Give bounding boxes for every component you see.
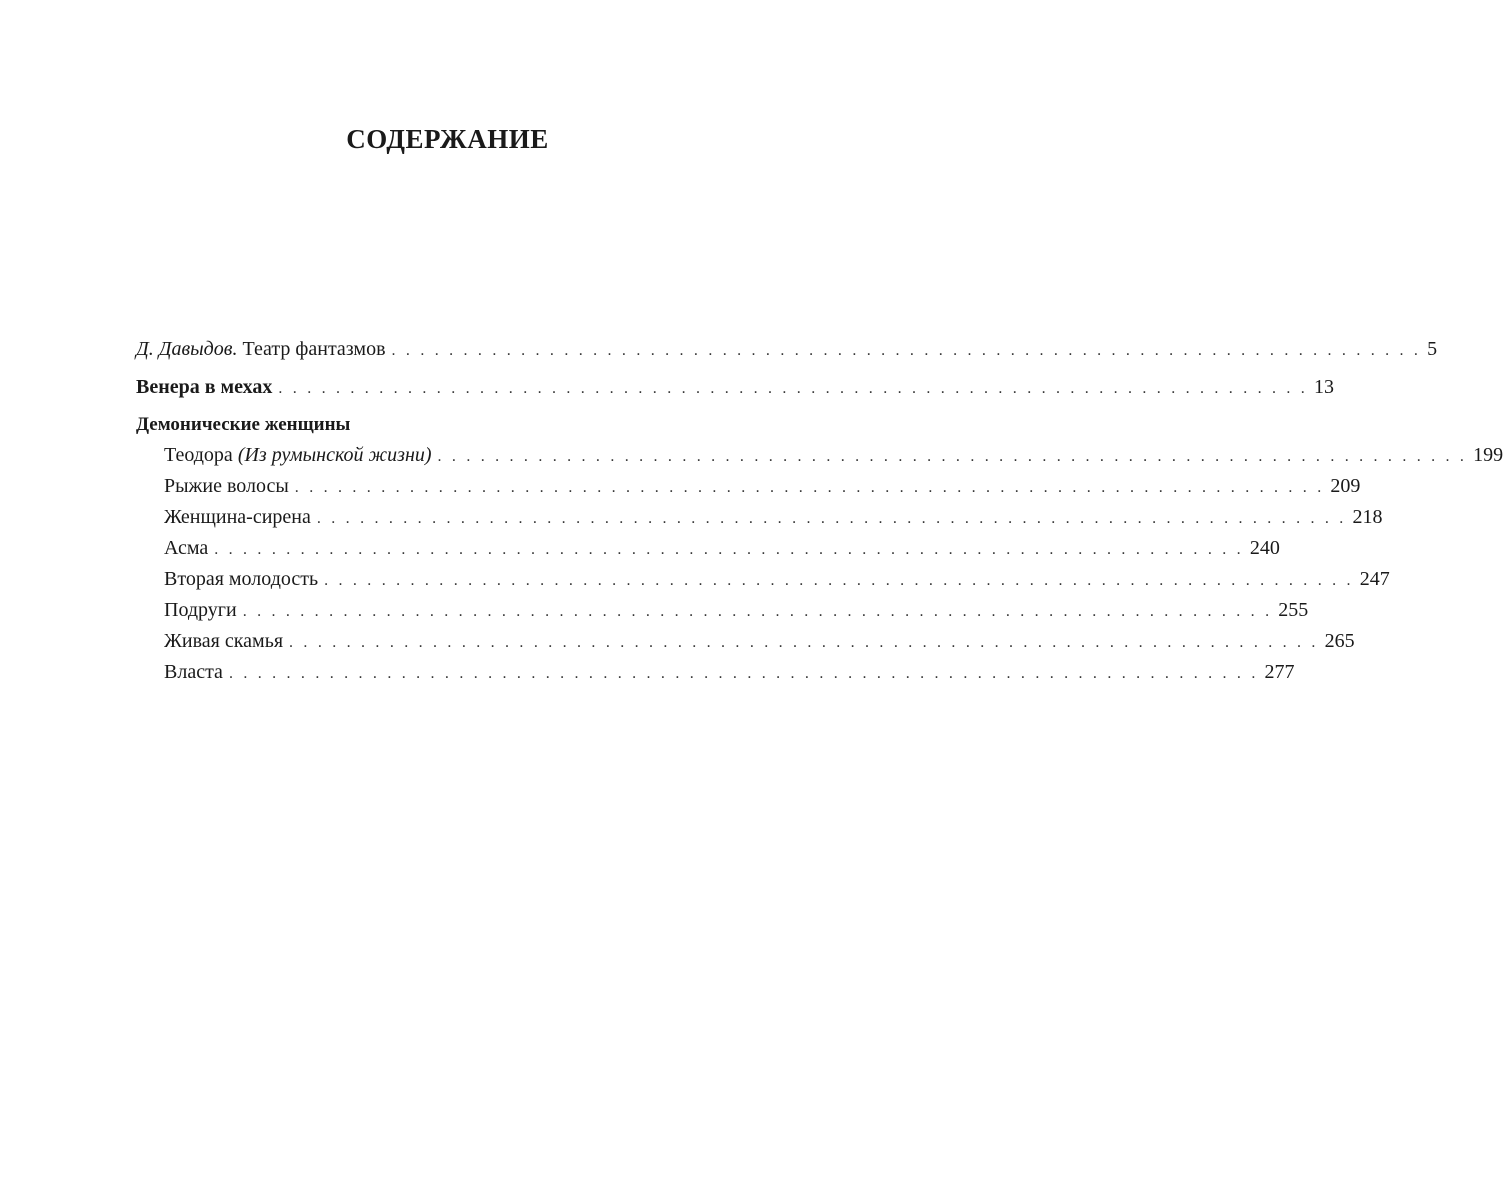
toc-item[interactable] bbox=[136, 471, 1361, 502]
toc-item-title: Теодора bbox=[164, 444, 233, 466]
toc-item[interactable] bbox=[136, 502, 1383, 533]
dot-leader: . . . . . . . . . . . . . . . . . . . . . . . . . . . . . . . . . . . . . . . . . . . . . . . . . . . . . . . . . . . . . . . . . . . . . . . . bbox=[294, 479, 1325, 496]
toc-item-page: 277 bbox=[1264, 661, 1295, 683]
toc-item[interactable] bbox=[136, 533, 1280, 564]
dot-leader: . . . . . . . . . . . . . . . . . . . . . . . . . . . . . . . . . . . . . . . . . . . . . . . . . . . . . . . . . . . . . . . . . . . . . . . . bbox=[437, 448, 1468, 465]
toc-entry-intro[interactable] bbox=[136, 334, 1438, 365]
toc-entry-page: 13 bbox=[1314, 376, 1334, 398]
dot-leader: . . . . . . . . . . . . . . . . . . . . . . . . . . . . . . . . . . . . . . . . . . . . . . . . . . . . . . . . . . . . . . . . . . . . . . . . bbox=[214, 541, 1244, 558]
toc-entry-author: Д. Давыдов. bbox=[136, 338, 238, 360]
toc-entry-title: Театр фантазмов bbox=[242, 338, 386, 360]
toc-item[interactable] bbox=[136, 440, 1503, 471]
dot-leader: . . . . . . . . . . . . . . . . . . . . . . . . . . . . . . . . . . . . . . . . . . . . . . . . . . . . . . . . . . . . . . . . . . . . . . . . bbox=[316, 510, 1347, 527]
toc-item[interactable] bbox=[136, 595, 1309, 626]
toc-item-page: 218 bbox=[1352, 506, 1383, 528]
toc-item-page: 255 bbox=[1278, 599, 1309, 621]
table-of-contents bbox=[136, 334, 1503, 688]
dot-leader: . . . . . . . . . . . . . . . . . . . . . . . . . . . . . . . . . . . . . . . . . . . . . . . . . . . . . . . . . . . . . . . . . . . . . . . . bbox=[278, 380, 1308, 397]
dot-leader: . . . . . . . . . . . . . . . . . . . . . . . . . . . . . . . . . . . . . . . . . . . . . . . . . . . . . . . . . . . . . . . . . . . . . . . . bbox=[242, 603, 1273, 620]
toc-item-title: Подруги bbox=[164, 599, 237, 621]
toc-item-title: Асма bbox=[164, 537, 209, 559]
section-heading: Демонические женщины bbox=[136, 414, 351, 435]
toc-item-title: Власта bbox=[164, 661, 223, 683]
toc-item-page: 199 bbox=[1473, 444, 1503, 466]
toc-item-page: 247 bbox=[1359, 568, 1390, 590]
toc-item[interactable] bbox=[136, 564, 1390, 595]
toc-item[interactable] bbox=[136, 626, 1355, 657]
toc-entry-venus[interactable] bbox=[136, 372, 1334, 403]
toc-item-page: 209 bbox=[1330, 475, 1361, 497]
dot-leader: . . . . . . . . . . . . . . . . . . . . . . . . . . . . . . . . . . . . . . . . . . . . . . . . . . . . . . . . . . . . . . . . . . . . . . . . bbox=[228, 665, 1259, 682]
toc-item-page: 265 bbox=[1324, 630, 1355, 652]
dot-leader: . . . . . . . . . . . . . . . . . . . . . . . . . . . . . . . . . . . . . . . . . . . . . . . . . . . . . . . . . . . . . . . . . . . . . . . . bbox=[391, 342, 1422, 359]
toc-entry-page: 5 bbox=[1427, 338, 1438, 360]
toc-entry-title: Венера в мехах bbox=[136, 376, 273, 398]
page-title: СОДЕРЖАНИЕ bbox=[346, 124, 549, 154]
toc-item-page: 240 bbox=[1249, 537, 1280, 559]
dot-leader: . . . . . . . . . . . . . . . . . . . . . . . . . . . . . . . . . . . . . . . . . . . . . . . . . . . . . . . . . . . . . . . . . . . . . . . . bbox=[289, 634, 1319, 651]
toc-item-title: Вторая молодость bbox=[164, 568, 319, 590]
toc-item-title: Женщина-сирена bbox=[164, 506, 311, 528]
toc-item[interactable] bbox=[136, 657, 1295, 688]
toc-item-label bbox=[164, 440, 432, 471]
toc-item-title: Живая скамья bbox=[164, 630, 284, 652]
dot-leader: . . . . . . . . . . . . . . . . . . . . . . . . . . . . . . . . . . . . . . . . . . . . . . . . . . . . . . . . . . . . . . . . . . . . . . . . bbox=[324, 572, 1354, 589]
toc-entry-label bbox=[136, 334, 386, 365]
toc-item-subtitle: (Из румынской жизни) bbox=[237, 444, 432, 466]
toc-item-title: Рыжие волосы bbox=[164, 475, 289, 497]
